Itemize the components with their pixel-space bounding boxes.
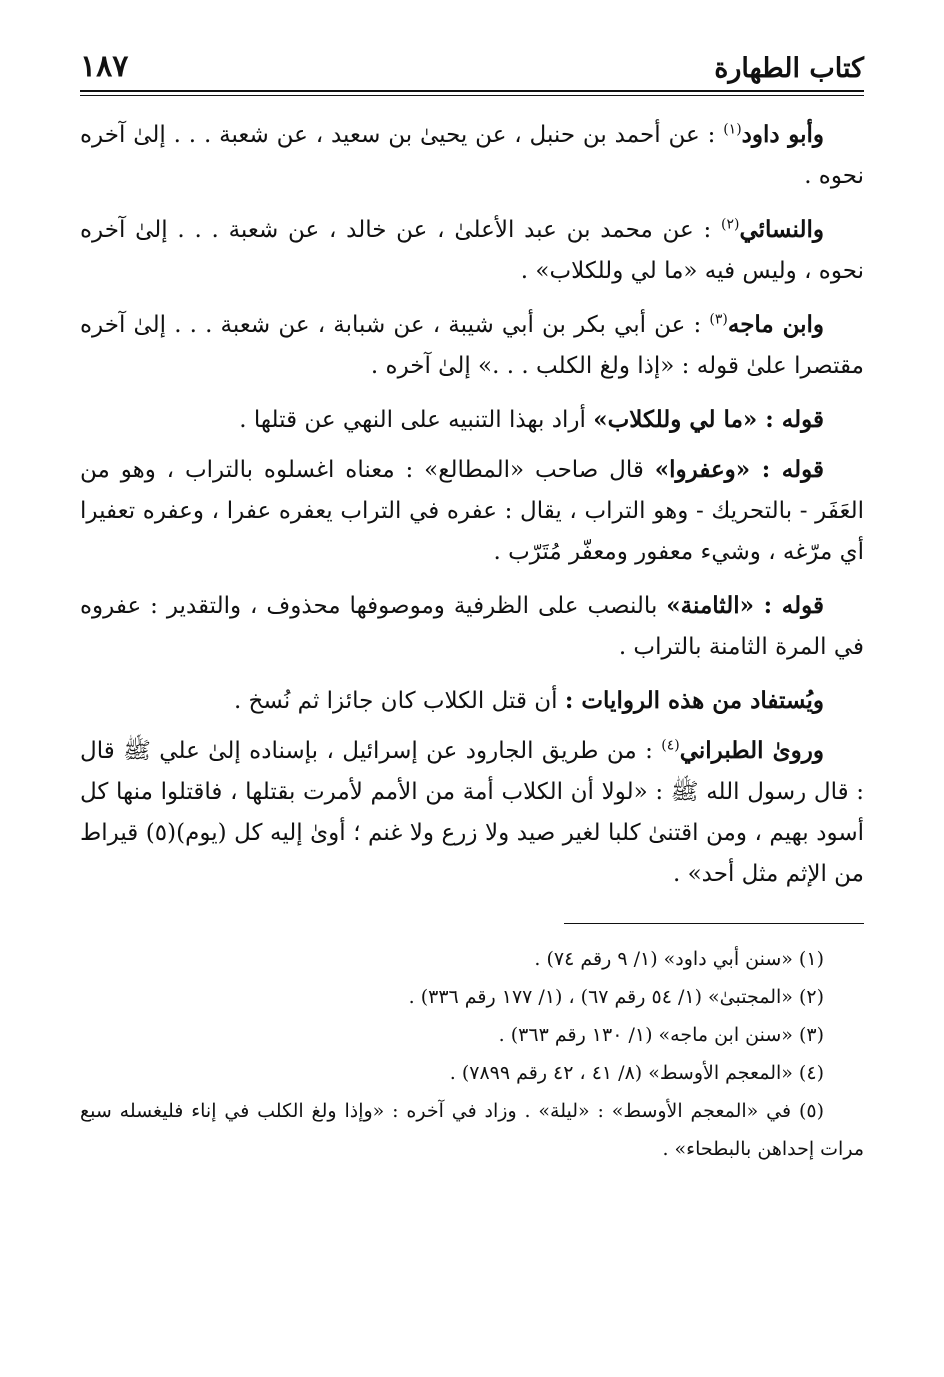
paragraph-text: : من طريق الجارود عن إسرائيل ، بإسناده إلىٰ علي ﷺ قال : قال رسول الله ﷺ : «لولا أن الكلاب أمة من الأمم لأمرت بقتلها ، فاقتلوا منها كل أسود بهيم ، ومن اقتنىٰ كلبا لغير صيد ولا زرع ولا غنم ؛ أوىٰ إليه كل (يوم)(٥) قيراط من الإثم مثل أحد» . — [80, 738, 864, 887]
footnote-1: (١) «سنن أبي داود» (١/ ٩ رقم ٧٤) . — [534, 948, 824, 970]
paragraph-lead: ويُستفاد من هذه الروايات : — [564, 687, 824, 714]
paragraph-text: : عن أبي بكر بن أبي شيبة ، عن شبابة ، عن شعبة . . . إلىٰ آخره مقتصرا علىٰ قوله : «إذا ولغ الكلب . . .» إلىٰ آخره . — [80, 312, 864, 379]
paragraph-tabarani — [80, 730, 864, 895]
paragraph-ibn-majah — [80, 304, 864, 387]
book-title: كتاب الطهارة — [714, 53, 864, 84]
paragraph-text: : عن أحمد بن حنبل ، عن يحيىٰ بن سعيد ، عن شعبة . . . إلىٰ آخره نحوه . — [80, 122, 864, 189]
paragraph-ma-li-lil-kilab — [80, 399, 864, 441]
paragraph-text: : عن محمد بن عبد الأعلىٰ ، عن خالد ، عن شعبة . . . إلىٰ آخره نحوه ، وليس فيه «ما لي وللكلاب» . — [80, 217, 864, 284]
footnotes — [80, 940, 864, 1168]
paragraph-lead: وابن ماجه — [727, 311, 824, 338]
footnote-reference: (١) — [723, 121, 742, 138]
paragraph-wa-affiru — [80, 449, 864, 573]
paragraph-lead: والنسائي — [739, 216, 824, 243]
page-header — [80, 30, 864, 82]
footnote-3: (٣) «سنن ابن ماجه» (١/ ١٣٠ رقم ٣٦٣) . — [498, 1024, 824, 1046]
paragraph-text: قال صاحب «المطالع» : معناه اغسلوه بالتراب ، وهو من العَفَر - بالتحريك - وهو التراب ، يقال : عفره في التراب يعفره عفرا ، وعفره تعفيرا أي مرّغه ، وشيء معفور ومعفّر مُتَرّب . — [80, 457, 864, 565]
page-number: ١٨٧ — [80, 49, 129, 84]
footnote-reference: (٣) — [709, 311, 728, 328]
main-text — [80, 114, 864, 895]
paragraph-abu-dawud — [80, 114, 864, 197]
paragraph-text: بالنصب على الظرفية وموصوفها محذوف ، والتقدير : عفروه في المرة الثامنة بالتراب . — [80, 593, 864, 660]
paragraph-lead: وروىٰ الطبراني — [679, 737, 824, 764]
paragraph-riwayat — [80, 680, 864, 722]
paragraph-nasai — [80, 209, 864, 292]
footnote-reference: (٤) — [661, 737, 680, 754]
paragraph-lead: وأبو داود — [741, 121, 824, 148]
paragraph-lead: قوله : «وعفروا» — [654, 456, 824, 483]
paragraph-ath-thamina — [80, 585, 864, 668]
book-page — [80, 30, 864, 1168]
paragraph-text: أن قتل الكلاب كان جائزا ثم نُسخ . — [233, 688, 565, 714]
paragraph-lead: قوله : «الثامنة» — [666, 592, 824, 619]
footnote-5: (٥) في «المعجم الأوسط» : «ليلة» . وزاد في آخره : «وإذا ولغ الكلب في إناء فليغسله سبع مرات إحداهن بالبطحاء» . — [80, 1100, 864, 1160]
paragraph-text: أراد بهذا التنبيه على النهي عن قتلها . — [239, 407, 594, 433]
footnote-4: (٤) «المعجم الأوسط» (٨/ ٤١ ، ٤٢ رقم ٧٨٩٩) . — [449, 1062, 824, 1084]
paragraph-lead: قوله : «ما لي وللكلاب» — [593, 406, 824, 433]
header-divider — [80, 90, 864, 96]
footnote-reference: (٢) — [720, 216, 740, 233]
footnote-2: (٢) «المجتبىٰ» (١/ ٥٤ رقم ٦٧) ، (١/ ١٧٧ رقم ٣٣٦) . — [408, 986, 824, 1008]
footnote-divider — [564, 923, 864, 924]
